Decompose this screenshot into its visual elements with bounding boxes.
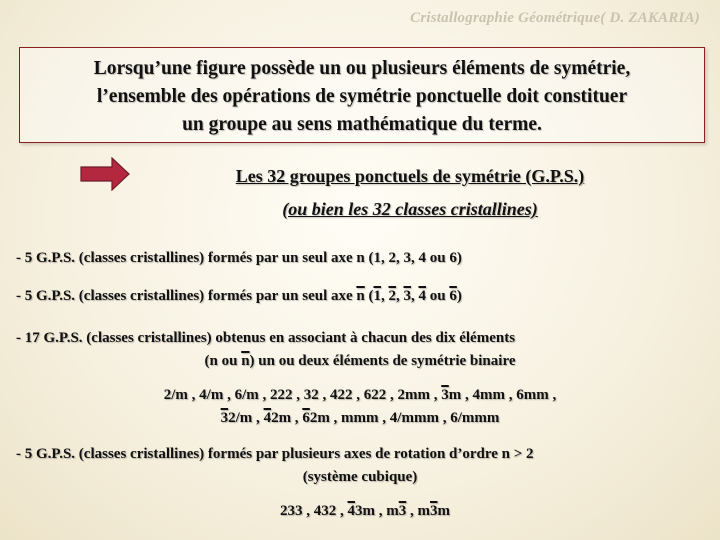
intro-line-1: Lorsqu’une figure possède un ou plusieurs éléments de symétrie, [93,58,631,79]
bullet-2: - 5 G.P.S. (classes cristallines) formés par un seul axe $\overline{n}$ (1, 2, 3, 4 ou 6) [16,288,462,304]
inverse-axis-4: 4 [347,503,355,519]
axis-4: 4 [418,250,426,266]
axis-1: 1 [373,250,381,266]
groups-row-1: 2/m , 4/m , 6/m , 222 , 32 , 422 , 622 , 2mm , 3m , 4mm , 6mm , [163,387,557,403]
cubic-groups: 233 , 432 , 43m , m3 , m3m [280,503,450,519]
inverse-axis-4: 4 [418,288,426,304]
inverse-axis-1: 1 [373,288,381,304]
inverse-axis-6: 6 [449,288,457,304]
inverse-axis-6: 6 [302,410,310,426]
bullet-4-line-2: (système cubique) [302,469,418,485]
inverse-axis-n: $\overline{n}$ [241,353,250,369]
axis-6: 6 [449,250,457,266]
header-title: Cristallographie Géométrique( D. ZAKARIA) [410,10,700,26]
axis-3: 3 [403,250,411,266]
bullet-1-prefix: - 5 G.P.S. (classes cristallines) formés par un seul axe n ( [16,250,374,266]
bullet-2-prefix: - 5 G.P.S. (classes cristallines) formés par un seul axe [16,288,357,304]
inverse-axis-3: 3 [403,288,411,304]
inverse-axis-3: 3 [430,503,438,519]
bullet-3-line-1: - 17 G.P.S. (classes cristallines) obtenus en associant à chacun des dix éléments [16,330,516,346]
inverse-axis-3: 3 [441,387,449,403]
inverse-axis-3: 3 [220,410,229,426]
intro-text [24,55,700,139]
inverse-axis-3: 3 [398,503,407,519]
right-arrow-icon [80,157,130,191]
groups-row-2: 32/m , 42m , 62m , mmm , 4/mmm , 6/mmm [220,410,500,426]
subtitle-line-1: Les 32 groupes ponctuels de symétrie (G.P.S.) [235,166,585,186]
bullet-3-line-2: (n ou $\overline{n}$) un ou deux éléments de symétrie binaire [204,353,516,369]
axis-2: 2 [388,250,396,266]
bullet-4-line-1: - 5 G.P.S. (classes cristallines) formés par plusieurs axes de rotation d’ordre n > 2 [16,446,534,462]
bullet-1: - 5 G.P.S. (classes cristallines) formés par un seul axe n (1, 2, 3, 4 ou 6) [16,250,462,266]
subtitle-line-2: (ou bien les 32 classes cristallines) [282,199,538,219]
inverse-axis-n: $\overline{n}$ [356,288,365,304]
inverse-axis-4: 4 [263,410,272,426]
inverse-axis-2: 2 [388,288,396,304]
intro-line-3: un groupe au sens mathématique du terme. [182,114,542,135]
intro-line-2: l’ensemble des opérations de symétrie ponctuelle doit constituer [96,86,628,107]
